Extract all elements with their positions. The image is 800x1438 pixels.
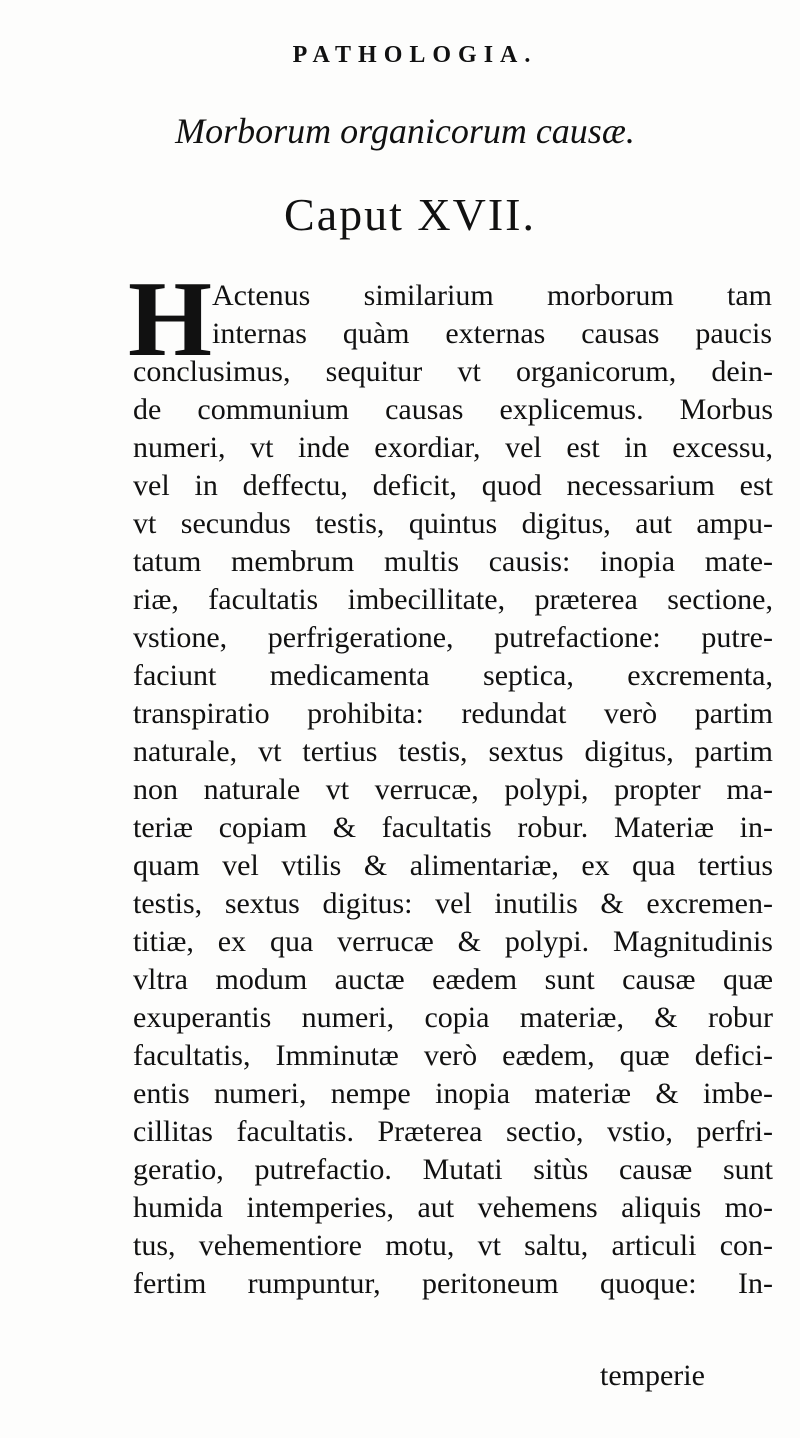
text-line: exuperantis numeri, copia materiæ, & robur xyxy=(133,1001,773,1034)
text-line: tatum membrum multis causis: inopia mate- xyxy=(133,545,773,578)
chapter-title: Caput XVII. xyxy=(284,189,536,240)
text-line: de communium causas explicemus. Morbus xyxy=(133,393,773,426)
text-line: non naturale vt verrucæ, polypi, propter ma- xyxy=(133,773,773,806)
text-line: faciunt medicamenta septica, excrementa, xyxy=(133,659,773,692)
text-line: testis, sextus digitus: vel inutilis & excremen- xyxy=(133,887,773,920)
catchword: temperie xyxy=(600,1359,705,1392)
text-line: numeri, vt inde exordiar, vel est in excessu, xyxy=(133,431,773,464)
text-line: vstione, perfrigeratione, putrefactione: putre- xyxy=(133,621,773,654)
text-line: vel in deffectu, deficit, quod necessarium est xyxy=(133,469,773,502)
text-line: vt secundus testis, quintus digitus, aut ampu- xyxy=(133,507,773,540)
text-line: vltra modum auctæ eædem sunt causæ quæ xyxy=(133,963,773,996)
text-line: internas quàm externas causas paucis xyxy=(212,317,772,350)
text-line: titiæ, ex qua verrucæ & polypi. Magnitudinis xyxy=(133,925,773,958)
text-line: geratio, putrefactio. Mutati sitùs causæ sunt xyxy=(133,1153,773,1186)
section-title: Morborum organicorum causæ. xyxy=(175,111,635,151)
text-line: Actenus similarium morborum tam xyxy=(212,279,772,312)
text-line: humida intemperies, aut vehemens aliquis mo- xyxy=(133,1191,773,1224)
text-line: entis numeri, nempe inopia materiæ & imbe- xyxy=(133,1077,773,1110)
text-line: quam vel vtilis & alimentariæ, ex qua tertius xyxy=(133,849,773,882)
text-line: cillitas facultatis. Præterea sectio, vstio, perfri- xyxy=(133,1115,773,1148)
running-head: PATHOLOGIA. xyxy=(292,42,538,68)
text-line: conclusimus, sequitur vt organicorum, dein- xyxy=(133,355,773,388)
text-line: riæ, facultatis imbecillitate, præterea sectione, xyxy=(133,583,773,616)
text-line: facultatis, Imminutæ verò eædem, quæ defici- xyxy=(133,1039,773,1072)
text-line: teriæ copiam & facultatis robur. Materiæ in- xyxy=(133,811,773,844)
text-line: naturale, vt tertius testis, sextus digitus, partim xyxy=(133,735,773,768)
text-line: fertim rumpuntur, peritoneum quoque: In- xyxy=(133,1267,773,1300)
text-line: tus, vehementiore motu, vt saltu, articuli con- xyxy=(133,1229,773,1262)
drop-cap: H xyxy=(128,260,213,379)
text-line: transpiratio prohibita: redundat verò partim xyxy=(133,697,773,730)
